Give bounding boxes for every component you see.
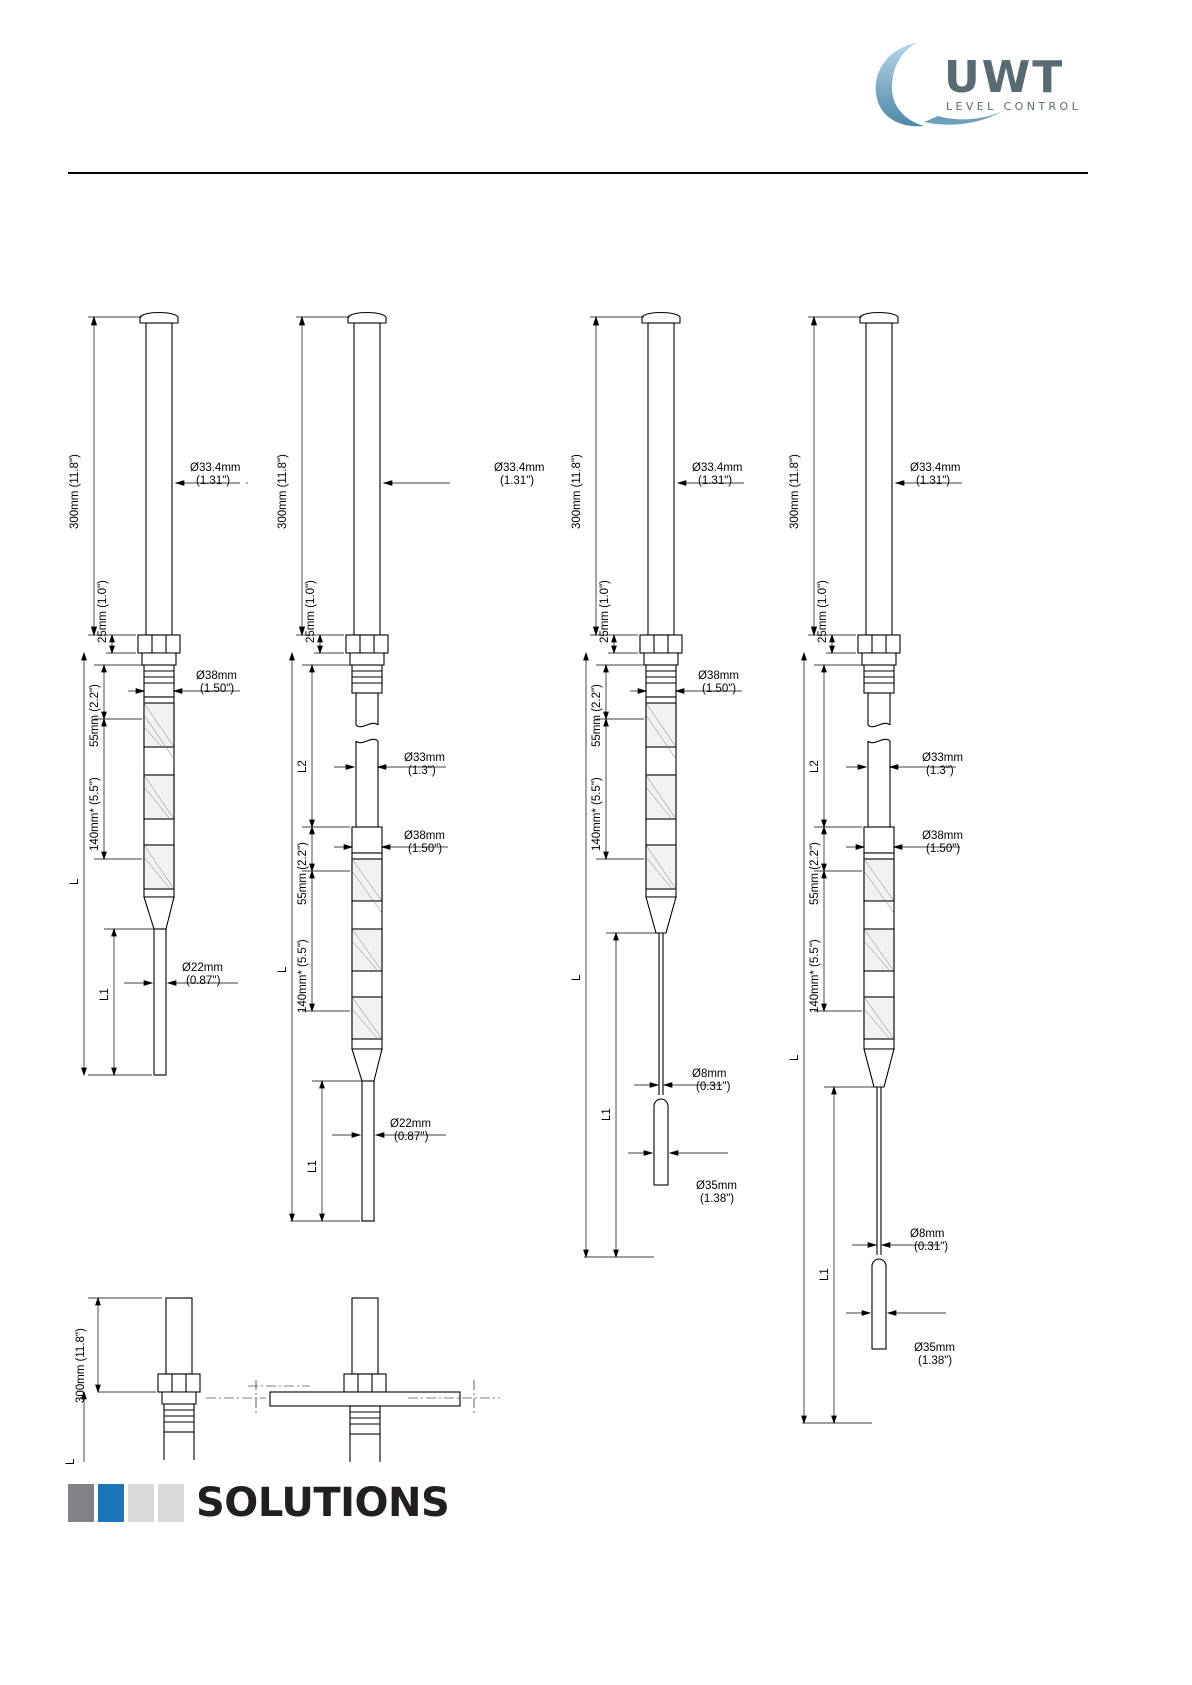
figure-4-dim-L2: L2 (809, 760, 821, 773)
figure-4-dia-38-inch: (1.50") (926, 842, 961, 855)
figure-1-dim-L: L (69, 878, 81, 885)
figure-1-dia-22-inch: (0.87'') (186, 974, 221, 987)
figure-3-dim-25mm: 25mm (1.0") (599, 580, 611, 643)
figure-3-dia-33-4-inch: (1.31") (698, 474, 733, 487)
figure-4-dim-25mm: 25mm (1.0") (817, 580, 829, 643)
figure-3-dia-35 (696, 1180, 737, 1205)
figure-2-dim-25mm: 25mm (1.0") (305, 580, 317, 643)
svg-text:LEVEL CONTROL: LEVEL CONTROL (946, 100, 1082, 113)
figure-1-dia-33-4 (190, 462, 241, 487)
figure-2-dia-38 (404, 830, 445, 855)
figure-2-dia-22-value: Ø22mm (390, 1118, 431, 1130)
figure-1-dim-L1: L1 (99, 988, 111, 1001)
figure-2-dia-33 (404, 752, 445, 777)
figure-3-dia-8-inch: (0.31'') (696, 1080, 731, 1093)
figure-4-dim-140mm: 140mm* (5.5") (809, 939, 821, 1013)
footer-solutions-logo (68, 1478, 488, 1532)
figure-3-dia-35-inch: (1.38") (700, 1192, 735, 1205)
figure-3-dim-140mm: 140mm* (5.5") (591, 777, 603, 851)
figure-4-dia-38-value: Ø38mm (922, 830, 963, 842)
figure-1-dia-33-4-value: Ø33.4mm (190, 462, 241, 474)
figure-5-dim-L: L (65, 1458, 77, 1465)
figure-1-dia-22-value: Ø22mm (182, 962, 223, 974)
figure-4-dim-L: L (789, 1054, 801, 1061)
figure-4-dia-8 (910, 1228, 948, 1253)
figure-2-dia-33-value: Ø33mm (404, 752, 445, 764)
figure-4-dia-33 (922, 752, 963, 777)
figure-1-dim-140mm: 140mm* (5.5") (89, 777, 101, 851)
figure-3-dia-38-value: Ø38mm (698, 670, 739, 682)
figure-3-dia-8 (692, 1068, 730, 1093)
figure-2-dim-L1: L1 (307, 1160, 319, 1173)
figure-2-dim-L2: L2 (297, 760, 309, 773)
figure-4-dia-8-inch: (0.31") (914, 1240, 949, 1253)
figure-4-dia-8-value: Ø8mm (910, 1228, 945, 1240)
figure-1-dia-33-4-inch: (1.31") (196, 474, 231, 487)
footer-block-light-1 (128, 1484, 154, 1522)
figure-1-dia-22 (182, 962, 223, 987)
figure-3-dia-35-value: Ø35mm (696, 1180, 737, 1192)
footer-wordmark: SOLUTIONS (196, 1480, 450, 1526)
figure-4-dia-33-4 (910, 462, 961, 487)
figure-3-dim-L: L (571, 974, 583, 981)
figure-3-dia-38 (698, 670, 739, 695)
figure-2-dim-300mm: 300mm (11.8") (277, 454, 289, 529)
figure-2-dim-L: L (277, 966, 289, 973)
figure-4-dia-35-value: Ø35mm (914, 1342, 955, 1354)
figure-1-dim-25mm: 25mm (1.0") (97, 580, 109, 643)
figure-2-dia-33-inch: (1.3") (408, 764, 436, 777)
figure-2-dia-33-4-inch: (1.31") (500, 474, 535, 487)
figure-2-dim-55mm: 55mm (2.2") (297, 842, 309, 905)
figure-3-dia-33-4-value: Ø33.4mm (692, 462, 743, 474)
footer-block-light-2 (158, 1484, 184, 1522)
figure-1-dia-38-inch: (1.50") (200, 682, 235, 695)
figure-3-dia-38-inch: (1.50") (702, 682, 737, 695)
figure-3-dia-8-value: Ø8mm (692, 1068, 727, 1080)
figure-4-dim-300mm: 300mm (11.8") (789, 454, 801, 529)
figure-2-dia-22-inch: (0.87'') (394, 1130, 429, 1143)
figure-2-dim-140mm: 140mm* (5.5") (297, 939, 309, 1013)
figure-3-dim-300mm: 300mm (11.8") (571, 454, 583, 529)
header-divider (68, 172, 1088, 174)
figure-4-dia-33-4-inch: (1.31") (916, 474, 951, 487)
figure-1-dia-38 (196, 670, 237, 695)
uwt-logo (866, 36, 1086, 132)
figure-1-dim-300mm: 300mm (11.8") (69, 454, 81, 529)
figure-2-dia-38-value: Ø38mm (404, 830, 445, 842)
figure-4-dia-38 (922, 830, 963, 855)
figure-4-dia-33-inch: (1.3") (926, 764, 954, 777)
figure-2-dia-38-inch: (1.50") (408, 842, 443, 855)
figure-5-dim-300mm: 300mm (11.8") (75, 1328, 87, 1403)
figure-2-dia-33-4-value: Ø33.4mm (494, 462, 545, 474)
svg-text:UWT: UWT (944, 52, 1065, 103)
figure-4-dia-33-value: Ø33mm (922, 752, 963, 764)
footer-block-gray (68, 1484, 94, 1522)
figure-4-dia-35-inch: (1.38") (918, 1354, 953, 1367)
figure-4-dim-L1: L1 (819, 1268, 831, 1281)
figure-2-dia-22 (390, 1118, 431, 1143)
figure-5-drawing (70, 1290, 520, 1470)
footer-block-blue (98, 1484, 124, 1522)
figure-4-dia-35 (914, 1342, 955, 1367)
figure-4-dim-55mm: 55mm (2.2") (809, 842, 821, 905)
figure-3-dim-L1: L1 (601, 1108, 613, 1121)
figure-1-dia-38-value: Ø38mm (196, 670, 237, 682)
figure-3-dim-55mm: 55mm (2.2") (591, 684, 603, 747)
figure-1-dim-55mm: 55mm (2.2") (89, 684, 101, 747)
figure-3-dia-33-4 (692, 462, 743, 487)
figure-2-dia-33-4 (494, 462, 545, 487)
figure-4-dia-33-4-value: Ø33.4mm (910, 462, 961, 474)
